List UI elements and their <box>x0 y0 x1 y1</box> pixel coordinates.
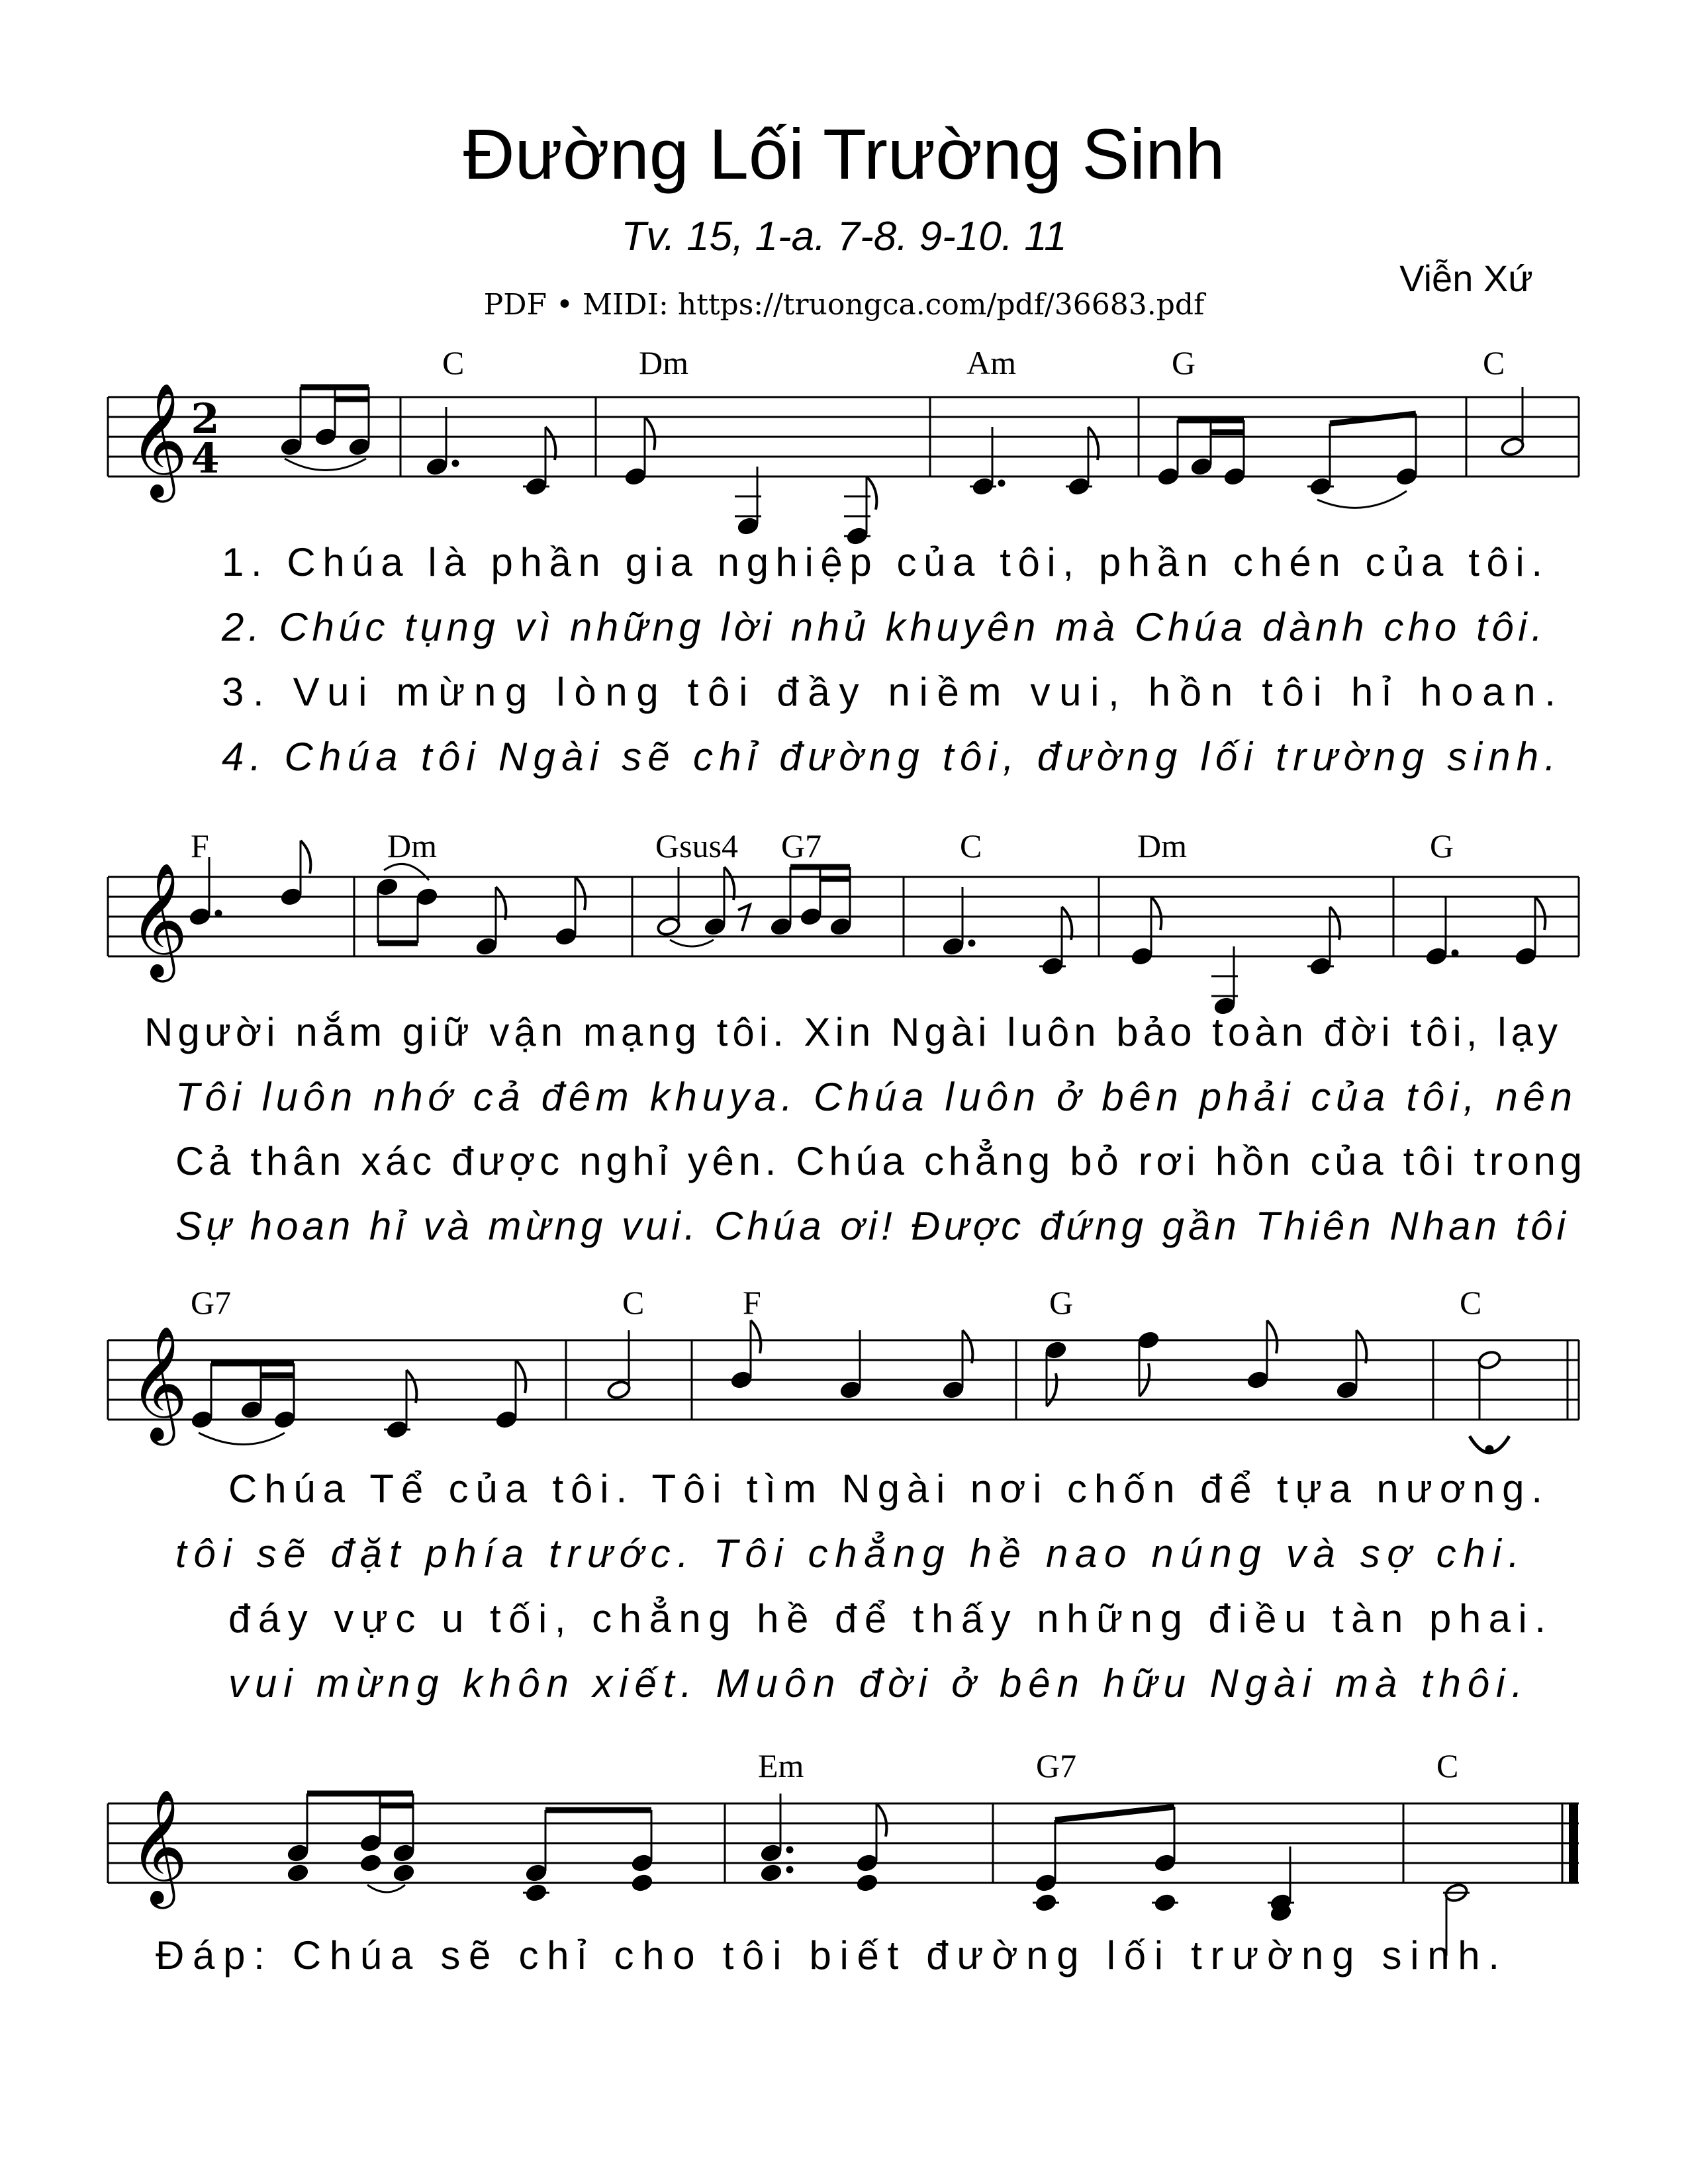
lyric-line: tôi sẽ đặt phía trước. Tôi chẳng hề nao núng và sợ chi. <box>175 1531 1519 1576</box>
chord-symbol: G7 <box>191 1284 232 1321</box>
chord-symbol: C <box>1436 1747 1459 1784</box>
staff-system-2 <box>108 827 1579 1016</box>
chord-symbol: C <box>1460 1284 1482 1321</box>
lyrics-system-4 <box>156 1933 1499 1978</box>
chord-symbol: C <box>1483 344 1505 381</box>
chord-symbols <box>191 1284 1481 1321</box>
lyric-line: 3. Vui mừng lòng tôi đầy niềm vui, hồn tôi hỉ hoan. <box>222 670 1556 714</box>
notes <box>286 1794 1470 1956</box>
chord-symbol: Dm <box>1137 827 1187 864</box>
chord-symbol: Dm <box>387 827 437 864</box>
chord-symbols <box>191 827 1454 864</box>
chord-symbol: C <box>442 344 465 381</box>
chord-symbol: F <box>743 1284 761 1321</box>
lyric-line: Chúa Tể của tôi. Tôi tìm Ngài nơi chốn để tựa nương. <box>228 1467 1542 1511</box>
chord-symbols <box>442 344 1505 381</box>
lyrics-system-1 <box>221 540 1556 779</box>
lyric-line: Tôi luôn nhớ cả đêm khuya. Chúa luôn ở bên phải của tôi, nên <box>175 1075 1572 1119</box>
lyrics-system-2 <box>144 1010 1582 1248</box>
staff-lines <box>108 877 1579 956</box>
svg-text:2: 2 <box>191 394 220 443</box>
chord-symbols <box>758 1747 1458 1784</box>
lyric-line: Cả thân xác được nghỉ yên. Chúa chẳng bỏ rơi hồn của tôi trong <box>175 1139 1582 1183</box>
chord-symbol: G <box>1049 1284 1074 1321</box>
chord-symbol: Gsus4 <box>655 827 739 864</box>
notes <box>279 387 1525 546</box>
lyric-line: đáy vực u tối, chẳng hề để thấy những điều tàn phai. <box>228 1596 1546 1641</box>
treble-clef-icon: 𝄞 <box>129 1789 188 1904</box>
chord-symbol: Dm <box>639 344 688 381</box>
staff-system-1 <box>108 344 1579 546</box>
treble-clef-icon: 𝄞 <box>129 1326 188 1441</box>
psalm-reference: Tv. 15, 1-a. 7-8. 9-10. 11 <box>621 214 1067 259</box>
time-signature <box>191 394 219 482</box>
chord-symbol: G <box>1172 344 1196 381</box>
song-title: Đường Lối Trường Sinh <box>463 114 1225 194</box>
treble-clef-icon: 𝄞 <box>129 862 188 978</box>
notes <box>188 841 1545 1016</box>
chord-symbol: G7 <box>1036 1747 1077 1784</box>
download-link[interactable]: PDF • MIDI: https://truongca.com/pdf/36683.pdf <box>483 288 1205 322</box>
staff-lines <box>108 1340 1579 1420</box>
chord-symbol: G7 <box>781 827 822 864</box>
chord-symbol: F <box>191 827 209 864</box>
lyric-line: vui mừng khôn xiết. Muôn đời ở bên hữu Ngài mà thôi. <box>228 1661 1523 1706</box>
staff-system-3 <box>108 1284 1579 1453</box>
svg-text:4: 4 <box>191 434 220 482</box>
staff-system-4 <box>108 1747 1579 1956</box>
refrain-lyric-line: Đáp: Chúa sẽ chỉ cho tôi biết đường lối trường sinh. <box>156 1933 1499 1978</box>
treble-clef-icon: 𝄞 <box>129 383 188 498</box>
staff-lines <box>108 1803 1579 1883</box>
final-barline <box>1569 1803 1578 1883</box>
chord-symbol: G <box>1430 827 1454 864</box>
composer-name: Viễn Xứ <box>1399 257 1533 299</box>
lyric-line: 4. Chúa tôi Ngài sẽ chỉ đường tôi, đường lối trường sinh. <box>222 735 1556 779</box>
chord-symbol: Am <box>966 344 1016 381</box>
chord-symbol: Em <box>758 1747 804 1784</box>
lyric-line: Sự hoan hỉ và mừng vui. Chúa ơi! Được đứng gần Thiên Nhan tôi <box>175 1204 1566 1248</box>
lyrics-system-3 <box>175 1467 1546 1706</box>
chord-symbol: C <box>622 1284 645 1321</box>
lyric-line: 1. Chúa là phần gia nghiệp của tôi, phần chén của tôi. <box>222 540 1542 584</box>
chord-symbol: C <box>960 827 982 864</box>
lyric-line: Người nắm giữ vận mạng tôi. Xin Ngài luôn bảo toàn đời tôi, lạy <box>144 1010 1558 1054</box>
lyric-line: 2. Chúc tụng vì những lời nhủ khuyên mà Chúa dành cho tôi. <box>222 605 1543 649</box>
